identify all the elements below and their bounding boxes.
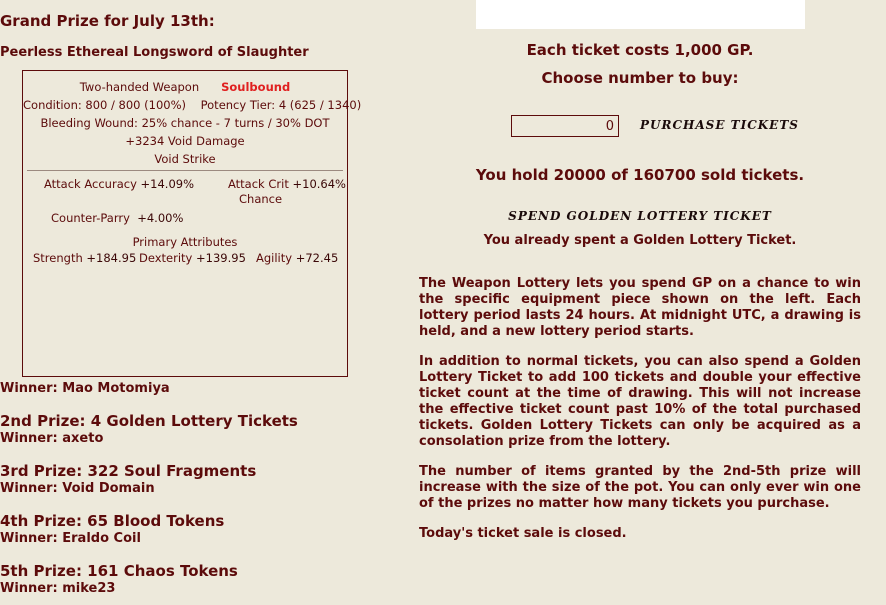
grand-prize-item-name: Peerless Ethereal Longsword of Slaughter — [0, 45, 309, 60]
primary-attributes-title: Primary Attributes — [132, 235, 238, 249]
potency: Potency Tier: 4 (625 / 1340) — [200, 98, 362, 112]
agility-stat — [256, 251, 338, 265]
sale-closed-text: Today's ticket sale is closed. — [419, 526, 627, 541]
strength-stat — [33, 251, 136, 265]
attack-crit-label: Attack Crit — [228, 177, 289, 191]
golden-ticket-status: You already spent a Golden Lottery Ticket. — [483, 233, 797, 248]
attack-crit-value: +10.64% — [292, 177, 346, 191]
top-white-bar — [476, 0, 805, 29]
spend-golden-ticket-button[interactable]: SPEND GOLDEN LOTTERY TICKET — [508, 209, 772, 223]
info-paragraph-1: The Weapon Lottery lets you spend GP on a chance to win the specific equipment piece shown on the left. Each lottery period lasts 24 hours. At midnight UTC, a drawing is held, and a new lottery period starts. — [419, 276, 861, 339]
attack-crit-label2: Chance — [239, 192, 283, 206]
strength-label: Strength — [33, 251, 83, 265]
prize-3-title: 3rd Prize: 322 Soul Fragments — [0, 462, 257, 480]
condition: Condition: 800 / 800 (100%) — [23, 98, 186, 112]
prize-2-title: 2nd Prize: 4 Golden Lottery Tickets — [0, 412, 298, 430]
info-paragraph-3: The number of items granted by the 2nd-5th prize will increase with the size of the pot. You can only ever win one of the prizes no matter how many tickets you purchase. — [419, 464, 861, 511]
prize-4-title: 4th Prize: 65 Blood Tokens — [0, 512, 225, 530]
attack-accuracy-stat — [44, 177, 194, 191]
grand-prize-title: Grand Prize for July 13th: — [0, 12, 215, 30]
dexterity-stat — [139, 251, 246, 265]
condition-potency-line — [23, 98, 362, 112]
strength-value: +184.95 — [86, 251, 137, 265]
prize-5-title: 5th Prize: 161 Chaos Tokens — [0, 562, 238, 580]
info-paragraph-2: In addition to normal tickets, you can also spend a Golden Lottery Ticket to add 100 tickets and double your effective ticket count at the time of drawing. This will not increase the effective ticket count past 10% of the total purchased tickets. Golden Lottery Tickets can only be acquired as a consolation prize from the lottery. — [419, 354, 861, 449]
equipment-card — [22, 70, 362, 377]
ticket-cost-text: Each ticket costs 1,000 GP. — [526, 41, 754, 59]
counter-parry-stat — [51, 211, 183, 225]
soulbound-badge: Soulbound — [221, 80, 291, 94]
dexterity-label: Dexterity — [139, 251, 193, 265]
dexterity-value: +139.95 — [196, 251, 246, 265]
card-divider — [27, 170, 343, 171]
attack-accuracy-value: +14.09% — [140, 177, 195, 191]
bleeding-wound: Bleeding Wound: 25% chance - 7 turns / 30% DOT — [40, 116, 330, 130]
counter-parry-label: Counter-Parry — [51, 211, 130, 225]
prize-3-winner: Winner: Void Domain — [0, 481, 155, 496]
void-damage: +3234 Void Damage — [125, 134, 245, 148]
purchase-tickets-button[interactable]: PURCHASE TICKETS — [640, 118, 799, 132]
agility-label: Agility — [256, 251, 293, 265]
grand-prize-winner: Winner: Mao Motomiya — [0, 381, 170, 396]
prize-2-winner: Winner: axeto — [0, 431, 104, 446]
prize-4-winner: Winner: Eraldo Coil — [0, 531, 141, 546]
choose-number-text: Choose number to buy: — [541, 69, 739, 87]
agility-value: +72.45 — [295, 251, 339, 265]
void-strike: Void Strike — [154, 152, 216, 166]
weapon-type-line — [23, 80, 347, 94]
attack-accuracy-label: Attack Accuracy — [44, 177, 137, 191]
counter-parry-value: +4.00% — [137, 211, 184, 225]
ticket-quantity-input[interactable] — [511, 115, 619, 137]
attack-crit-stat — [228, 177, 346, 191]
prize-5-winner: Winner: mike23 — [0, 581, 116, 596]
held-tickets-text: You hold 20000 of 160700 sold tickets. — [475, 166, 805, 184]
weapon-type: Two-handed Weapon — [79, 80, 200, 94]
